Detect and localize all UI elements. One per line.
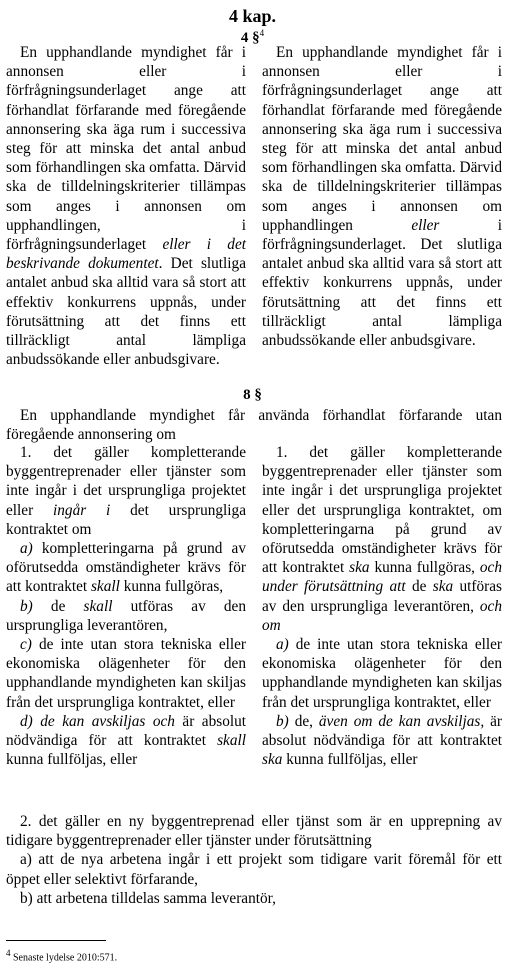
text-run: kunna fullföljas, eller [282, 751, 418, 769]
text-run: En upphandlande myndighet får i annonsen eller i förfrågningsunderlaget ange att förhandlat förfarande med föregående annonsering ska äga rum i successiva steg för att minska det antal anbud som förhandlingen ska omfatta. Därvid ska de tilldelningskriterier tillämpas som anges i annonsen om upphandlingen, i förfrågningsunderlaget [6, 44, 247, 254]
text-run: 1. det gäller kompletterande byggentreprenader eller tjänster som inte ingår i det ursprungliga projektet eller [6, 444, 246, 519]
text-run: 1. det gäller kompletterande byggentreprenader eller tjänster som inte ingår i det ursprungliga projektet eller det ursprungliga kontraktet, om kompletteringarna på grund av oförutsedda omständigheter krävs för att kontraktet [262, 444, 502, 577]
section-4-label: 4 § [240, 30, 260, 46]
text-run: de inte utan stora tekniska eller ekonomiska olägenheter för den upphandlande myndigheten kan skiljas från det ursprungliga kontraktet, eller [6, 636, 246, 711]
footnote-mark: 4 [6, 948, 11, 958]
paragraph [262, 43, 502, 350]
italic-text: d) de kan avskiljas och [20, 712, 175, 730]
text-run: de [405, 578, 433, 596]
text-run: utföras av den ursprungliga leverantören, [6, 597, 246, 634]
text-run: är absolut nödvändiga för att kontraktet [262, 712, 502, 750]
paragraph [6, 635, 246, 712]
paragraph [6, 443, 246, 539]
paragraph [6, 43, 246, 369]
italic-text: ska [349, 559, 370, 577]
italic-text: ska [262, 751, 283, 769]
italic-text: a) [20, 540, 33, 558]
text-run: det ursprungliga kontraktet om [6, 501, 246, 538]
italic-text: skall [83, 597, 113, 615]
footnote [6, 946, 117, 965]
text-run: kompletteringarna på grund av oförutsedda omständigheter krävs för att kontraktet [6, 540, 246, 596]
chapter-heading: 4 kap. [228, 6, 277, 26]
paragraph [6, 597, 246, 635]
section-8-old-text [6, 443, 246, 769]
paragraph: a) att de nya arbetena ingår i ett projekt som tidigare varit föremål för ett öppet eller selektivt förfarande, [6, 851, 502, 888]
italic-text: eller [411, 216, 440, 234]
footnote-text: Senaste lydelse 2010:571. [10, 952, 118, 964]
paragraph: b) att arbetena tilldelas samma leverantör, [20, 889, 276, 907]
text-run: de [32, 597, 84, 615]
paragraph [262, 635, 502, 712]
italic-text: och under förutsättning att [262, 559, 502, 596]
italic-text: b) [276, 712, 289, 730]
italic-text: b) [20, 597, 33, 615]
text-run: kunna fullföljas, eller [6, 751, 138, 769]
italic-text: eller i det beskrivande dokumentet [6, 236, 246, 273]
italic-text: ska [432, 578, 454, 596]
paragraph [262, 443, 502, 635]
paragraph: 2. det gäller en ny byggentreprenad eller tjänst som är en upprepning av tidigare byggentreprenader eller tjänster under förutsättning [6, 813, 502, 850]
text-run: de, [288, 712, 319, 730]
italic-text: a) [276, 636, 289, 654]
text-run: är absolut nödvändiga för att kontraktet [6, 712, 246, 750]
italic-text: skall [90, 578, 120, 596]
text-run: kunna fullgöras, [369, 559, 480, 577]
paragraph: En upphandlande myndighet får använda förhandlat förfarande utan föregående annonsering om [6, 407, 502, 444]
italic-text: ingår i [53, 501, 111, 519]
text-run: kunna fullgöras, [119, 578, 224, 596]
footnote-reference: 4 [259, 28, 265, 38]
section-4-new-text [262, 43, 502, 350]
footnote-divider [6, 940, 106, 941]
italic-text: även om de kan avskiljas, [318, 712, 485, 730]
paragraph [6, 539, 246, 597]
text-run: de inte utan stora tekniska eller ekonomiska olägenheter för den upphandlande myndigheten kan skiljas från det ursprungliga kontraktet, eller [262, 636, 502, 711]
paragraph [262, 712, 502, 770]
italic-text: skall [217, 732, 246, 750]
italic-text: c) [20, 636, 32, 654]
section-8-new-text [262, 443, 502, 769]
section-8-continuation [6, 812, 502, 908]
text-run: . Det slutliga antalet anbud ska alltid vara så stort att effektiv konkurrens uppnås, under förutsättning att det finns ett tillräckligt antal lämpliga anbudssökande eller anbudsgivare. [6, 255, 246, 369]
text-run: utföras av den ursprungliga leverantören, [262, 578, 502, 615]
text-run: En upphandlande myndighet får i annonsen eller i förfrågningsunderlaget ange att förhandlat förfarande med föregående annonsering ska äga rum i successiva steg för att minska det antal anbud som förhandlingen ska omfatta. Därvid ska de tilldelningskriterier tillämpas som anges i annonsen om upphandlingen [262, 44, 503, 234]
section-4-old-text [6, 43, 246, 369]
text-run: i förfrågningsunderlaget. Det slutliga antalet anbud ska alltid vara så stort att effektiv konkurrens uppnås, under förutsättning att det finns ett tillräckligt antal lämpliga anbudssökande eller anbudsgivare. [262, 216, 502, 350]
italic-text: och om [262, 597, 502, 634]
section-8-heading: 8 § [243, 387, 262, 403]
section-8-intro [6, 406, 502, 444]
paragraph [6, 712, 246, 770]
